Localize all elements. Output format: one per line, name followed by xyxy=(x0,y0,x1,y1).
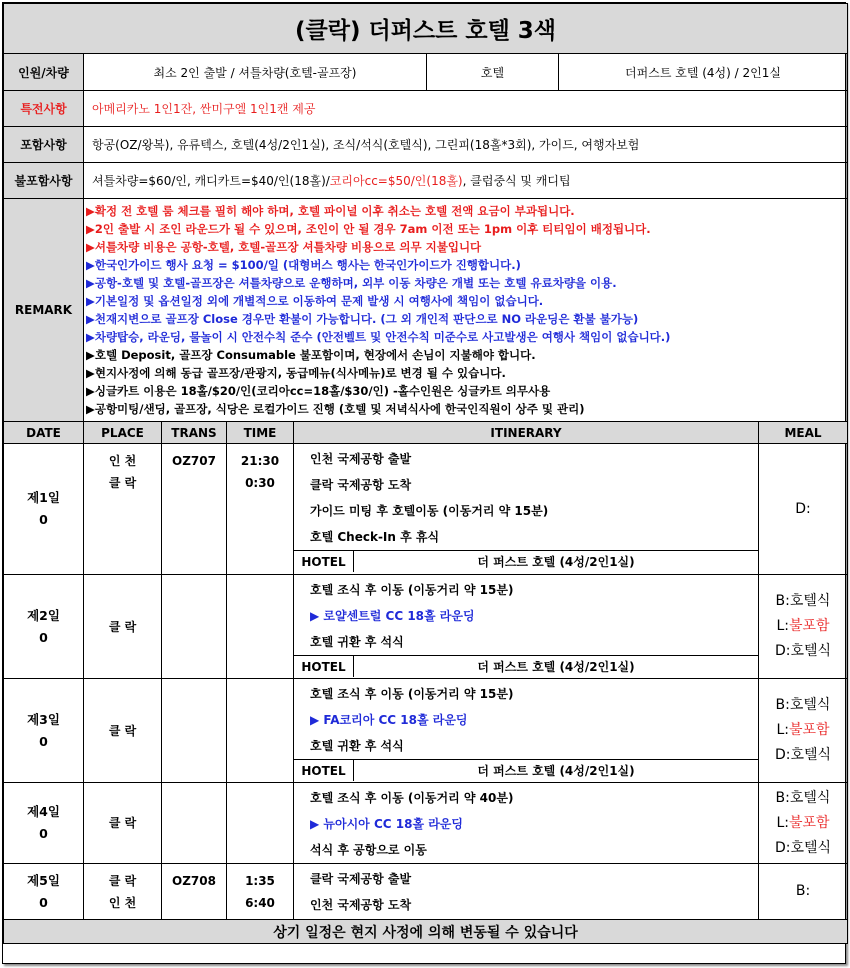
header-itinerary: ITINERARY xyxy=(294,422,759,444)
remark-line: ▶공항-호텔 및 호텔-골프장은 셔틀차량으로 운행하며, 외부 이동 차량은 개별 또는 호텔 유료차량을 이용. xyxy=(86,276,617,290)
day-meal xyxy=(759,783,848,864)
meal-line: D:호텔식 xyxy=(774,747,832,763)
day-place xyxy=(84,444,162,575)
meal-line: D:호텔식 xyxy=(774,839,832,856)
hotel-row-value: 더 퍼스트 호텔 (4성/2인1실) xyxy=(477,555,635,569)
hotel-row xyxy=(294,550,758,572)
meal-excluded: 불포함 xyxy=(788,618,830,634)
time-text: 21:30 xyxy=(240,454,280,468)
remark-line: ▶한국인가이드 행사 요청 = $100/일 (대형버스 행사는 한국인가이드가 진행합니다.) xyxy=(86,258,521,272)
day-time xyxy=(227,864,294,920)
place-text: 클 락 xyxy=(108,816,137,830)
hotel-row-label: HOTEL xyxy=(294,551,354,572)
day-name: 제4일 xyxy=(27,804,60,819)
day-trans xyxy=(162,679,227,783)
itinerary-line: 인천 국제공항 출발 xyxy=(310,452,412,466)
day-trans xyxy=(162,864,227,920)
day-meal xyxy=(759,575,848,679)
exclude-value-b: 코리아cc=$50/인(18홀) xyxy=(329,174,463,188)
day-place xyxy=(84,575,162,679)
day-row xyxy=(4,783,848,864)
hotel-row-label: HOTEL xyxy=(294,760,354,781)
hotel-row-value: 더 퍼스트 호텔 (4성/2인1실) xyxy=(477,660,635,674)
day-trans xyxy=(162,444,227,575)
time-text: 0:30 xyxy=(245,476,275,490)
day-itinerary xyxy=(294,575,759,679)
flight-number: OZ708 xyxy=(172,874,216,888)
time-text: 6:40 xyxy=(245,896,275,910)
day-itinerary xyxy=(294,444,759,575)
meal-line: L:불포함 xyxy=(776,814,830,831)
itinerary-line: 가이드 미팅 후 호텔이동 (이동거리 약 15분) xyxy=(310,504,549,518)
header-time: TIME xyxy=(227,422,294,444)
day-number: 0 xyxy=(39,894,48,910)
header-date: DATE xyxy=(4,422,84,444)
day-meal xyxy=(759,679,848,783)
flight-number: OZ707 xyxy=(172,454,216,468)
include-value: 항공(OZ/왕복), 유류텍스, 호텔(4성/2인1실), 조식/석식(호텔식), 그린피(18홀*3회), 가이드, 여행자보험 xyxy=(84,127,848,163)
meal-excluded: 불포함 xyxy=(788,722,830,738)
itinerary-line: 호텔 귀환 후 석식 xyxy=(310,739,404,753)
exclude-value-a: 셔틀차량=$60/인, 캐디카트=$40/인(18홀)/ xyxy=(92,174,330,188)
meal-line: B: xyxy=(795,883,811,899)
hotel-row-label: HOTEL xyxy=(294,656,354,677)
itinerary-line: 클락 국제공항 도착 xyxy=(310,478,412,492)
day-itinerary xyxy=(294,783,759,864)
day-time xyxy=(227,575,294,679)
day-row xyxy=(4,679,848,783)
hotel-row xyxy=(294,759,758,781)
place-text: 클 락 xyxy=(108,476,137,490)
itinerary-line: 호텔 조식 후 이동 (이동거리 약 15분) xyxy=(310,687,514,701)
exclude-value-c: , 클럽중식 및 캐디팁 xyxy=(462,174,571,188)
itinerary-line: 석식 후 공항으로 이동 xyxy=(310,843,427,857)
hotel-row xyxy=(294,655,758,677)
header-place: PLACE xyxy=(84,422,162,444)
special-label: 특전사항 xyxy=(4,91,84,127)
remark-line: ▶기본일정 및 옵션일정 외에 개별적으로 이동하여 문제 발생 시 여행사에 책임이 없습니다. xyxy=(86,294,544,308)
hotel-label: 호텔 xyxy=(427,54,559,91)
page-title: (클락) 더퍼스트 호텔 3색 xyxy=(4,4,848,54)
remark-line: ▶공항미팅/샌딩, 골프장, 식당은 로컬가이드 진행 (호텔 및 저녁식사에 한국인직원이 상주 및 관리) xyxy=(86,402,585,416)
hotel-row-value: 더 퍼스트 호텔 (4성/2인1실) xyxy=(477,764,635,778)
special-value: 아메리카노 1인1잔, 싼미구엘 1인1캔 제공 xyxy=(84,91,848,127)
day-time xyxy=(227,444,294,575)
include-label: 포함사항 xyxy=(4,127,84,163)
day-number: 0 xyxy=(39,826,48,841)
meal-line: D:호텔식 xyxy=(774,643,832,659)
header-meal: MEAL xyxy=(759,422,848,444)
meal-line: L:불포함 xyxy=(776,618,830,634)
place-text: 인 천 xyxy=(108,454,137,468)
meal-line: L:불포함 xyxy=(776,722,830,738)
itinerary-line: 호텔 조식 후 이동 (이동거리 약 15분) xyxy=(310,583,514,597)
day-time xyxy=(227,783,294,864)
place-text: 인 천 xyxy=(108,896,137,910)
meal-line: B:호텔식 xyxy=(775,697,831,713)
persons-value: 최소 2인 출발 / 셔틀차량(호텔-골프장) xyxy=(84,54,427,91)
day-row xyxy=(4,575,848,679)
itinerary-line: ▶ 로얄센트럴 CC 18홀 라운딩 xyxy=(310,609,475,623)
itinerary-line: 호텔 조식 후 이동 (이동거리 약 40분) xyxy=(310,791,514,805)
day-number: 0 xyxy=(39,629,48,645)
day-name: 제5일 xyxy=(27,872,60,888)
day-label xyxy=(4,783,84,864)
itinerary-line: 클락 국제공항 출발 xyxy=(310,872,412,886)
place-text: 클 락 xyxy=(108,723,137,738)
itinerary-sheet xyxy=(2,2,846,964)
meal-line: D: xyxy=(795,500,811,517)
day-time xyxy=(227,679,294,783)
itinerary-table xyxy=(3,3,848,944)
meal-line: B:호텔식 xyxy=(775,593,831,609)
day-trans xyxy=(162,575,227,679)
meal-line: B:호텔식 xyxy=(775,789,831,806)
day-meal xyxy=(759,864,848,920)
itinerary-line: ▶ FA코리아 CC 18홀 라운딩 xyxy=(310,713,468,727)
day-number: 0 xyxy=(39,733,48,749)
day-number: 0 xyxy=(39,512,48,527)
remark-label: REMARK xyxy=(4,199,84,422)
day-meal xyxy=(759,444,848,575)
day-trans xyxy=(162,783,227,864)
day-place xyxy=(84,783,162,864)
itinerary-line: 호텔 귀환 후 석식 xyxy=(310,635,404,649)
remark-line: ▶2인 출발 시 조인 라운드가 될 수 있으며, 조인이 안 될 경우 7am 이전 또는 1pm 이후 티티임이 배정됩니다. xyxy=(86,222,651,236)
day-itinerary xyxy=(294,864,759,920)
itinerary-line: 인천 국제공항 도착 xyxy=(310,898,412,912)
day-label xyxy=(4,864,84,920)
meal-excluded: 불포함 xyxy=(788,814,830,831)
persons-label: 인원/차량 xyxy=(4,54,84,91)
itinerary-line: ▶ 뉴아시아 CC 18홀 라운딩 xyxy=(310,817,463,831)
remark-line: ▶셔틀차량 비용은 공항-호텔, 호텔-골프장 셔틀차량 비용으로 의무 지불입니다 xyxy=(86,240,482,254)
day-name: 제1일 xyxy=(27,490,60,505)
exclude-value xyxy=(84,163,848,199)
remark-line: ▶차량탑승, 라운딩, 물놀이 시 안전수칙 준수 (안전벨트 및 안전수칙 미준수로 사고발생은 여행사 책임이 없습니다.) xyxy=(86,330,671,344)
hotel-value: 더퍼스트 호텔 (4성) / 2인1실 xyxy=(559,54,848,91)
remark-line: ▶호텔 Deposit, 골프장 Consumable 불포함이며, 현장에서 손님이 지불해야 합니다. xyxy=(86,348,536,362)
day-name: 제2일 xyxy=(27,607,60,623)
day-place xyxy=(84,679,162,783)
day-place xyxy=(84,864,162,920)
header-trans: TRANS xyxy=(162,422,227,444)
remark-line: ▶천재지변으로 골프장 Close 경우만 환불이 가능합니다. (그 외 개인적 판단으로 NO 라운딩은 환불 불가능) xyxy=(86,312,639,326)
day-label xyxy=(4,444,84,575)
itinerary-line: 호텔 Check-In 후 휴식 xyxy=(310,530,440,544)
days-body xyxy=(4,444,848,920)
remark-line: ▶현지사정에 의해 동급 골프장/관광지, 동급메뉴(식사메뉴)로 변경 될 수 있습니다. xyxy=(86,366,506,380)
day-itinerary xyxy=(294,679,759,783)
day-name: 제3일 xyxy=(27,711,60,727)
remark-line: ▶확정 전 호텔 룸 체크를 필히 해야 하며, 호텔 파이널 이후 취소는 호텔 전액 요금이 부과됩니다. xyxy=(86,204,575,218)
footer-note: 상기 일정은 현지 사정에 의해 변동될 수 있습니다 xyxy=(4,920,848,944)
remark-line: ▶싱글카트 이용은 18홀/$20/인(코리아cc=18홀/$30/인) -홀수인원은 싱글카트 의무사용 xyxy=(86,384,551,398)
day-row xyxy=(4,444,848,575)
day-label xyxy=(4,575,84,679)
place-text: 클 락 xyxy=(108,619,137,634)
remark-list xyxy=(84,199,848,422)
day-label xyxy=(4,679,84,783)
time-text: 1:35 xyxy=(245,874,275,888)
exclude-label: 불포함사항 xyxy=(4,163,84,199)
day-row xyxy=(4,864,848,920)
place-text: 클 락 xyxy=(108,874,137,888)
